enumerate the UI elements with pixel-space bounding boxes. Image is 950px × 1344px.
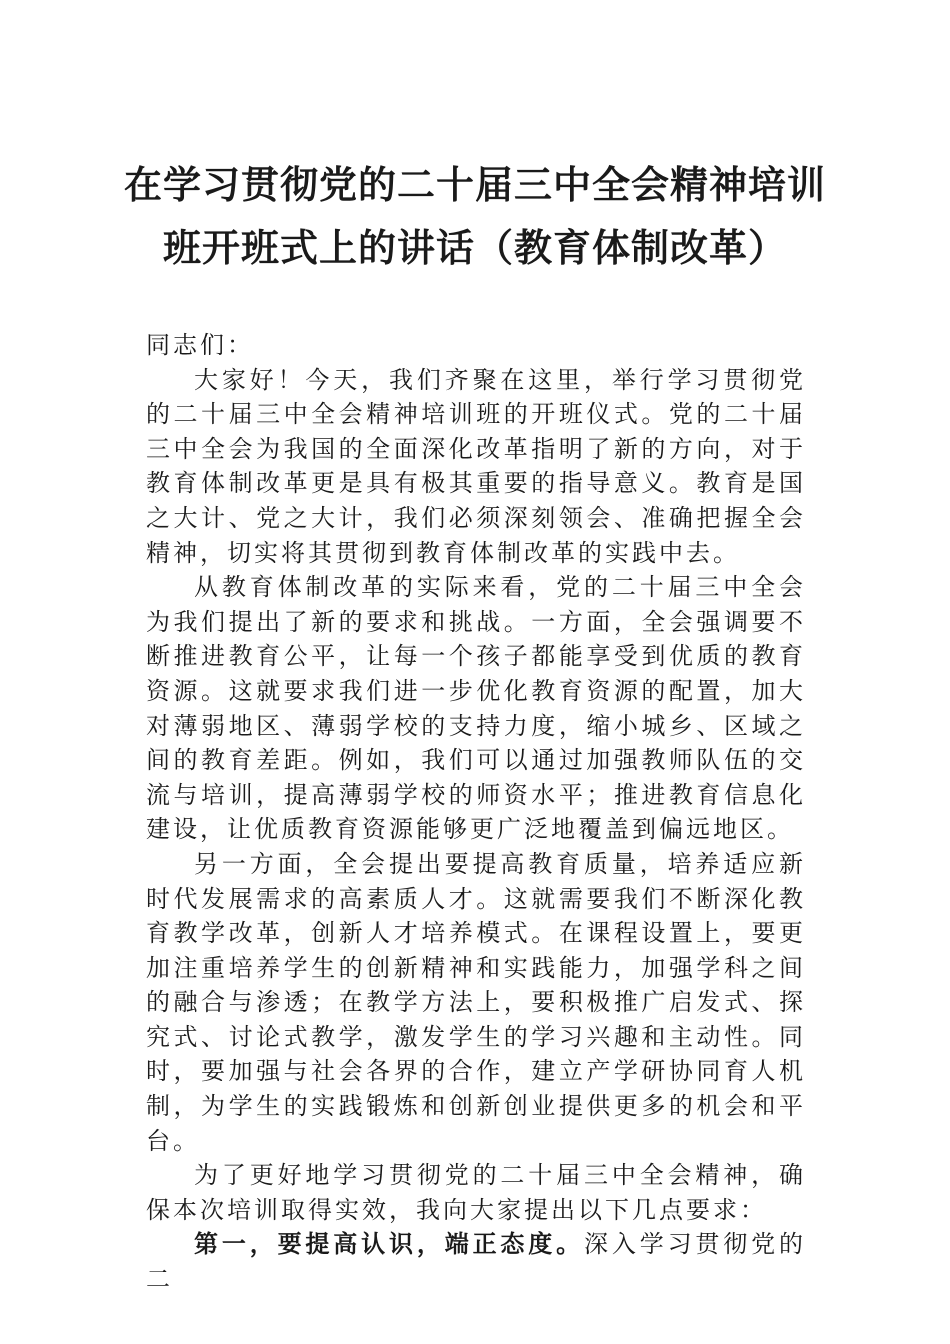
paragraph-4: 为了更好地学习贯彻党的二十届三中全会精神，确保本次培训取得实效，我向大家提出以下几点要求： [146,1161,806,1224]
document-title-line-1: 在学习贯彻党的二十届三中全会精神培训 [123,162,826,207]
point-1-text: 深入学习贯彻党的二 [146,1230,806,1294]
point-1-heading: 第一，要提高认识，端正态度。 [194,1230,584,1259]
paragraph-point-1 [146,1227,806,1296]
document-body [146,328,806,1297]
paragraph-2: 从教育体制改革的实际来看，党的二十届三中全会为我们提出了新的要求和挑战。一方面，全会强调要不断推进教育公平，让每一个孩子都能享受到优质的教育资源。这就要求我们进一步优化教育资源的配置，加大对薄弱地区、薄弱学校的支持力度，缩小城乡、区域之间的教育差距。例如，我们可以通过加强教师队伍的交流与培训，提高薄弱学校的师资水平；推进教育信息化建设，让优质教育资源能够更广泛地覆盖到偏远地区。 [146,573,806,844]
document-title-line-2: 班开班式上的讲话（教育体制改革） [162,225,787,270]
paragraph-1: 大家好！今天，我们齐聚在这里，举行学习贯彻党的二十届三中全会精神培训班的开班仪式。党的二十届三中全会为我国的全面深化改革指明了新的方向，对于教育体制改革更是具有极其重要的指导意义。教育是国之大计、党之大计，我们必须深刻领会、准确把握全会精神，切实将其贯彻到教育体制改革的实践中去。 [146,365,806,567]
salutation: 同志们： [146,331,254,359]
paragraph-3: 另一方面，全会提出要提高教育质量，培养适应新时代发展需求的高素质人才。这就需要我们不断深化教育教学改革，创新人才培养模式。在课程设置上，要更加注重培养学生的创新精神和实践能力，加强学科之间的融合与渗透；在教学方法上，要积极推广启发式、探究式、讨论式教学，激发学生的学习兴趣和主动性。同时，要加强与社会各界的合作，建立产学研协同育人机制，为学生的实践锻炼和创新创业提供更多的机会和平台。 [146,849,806,1155]
